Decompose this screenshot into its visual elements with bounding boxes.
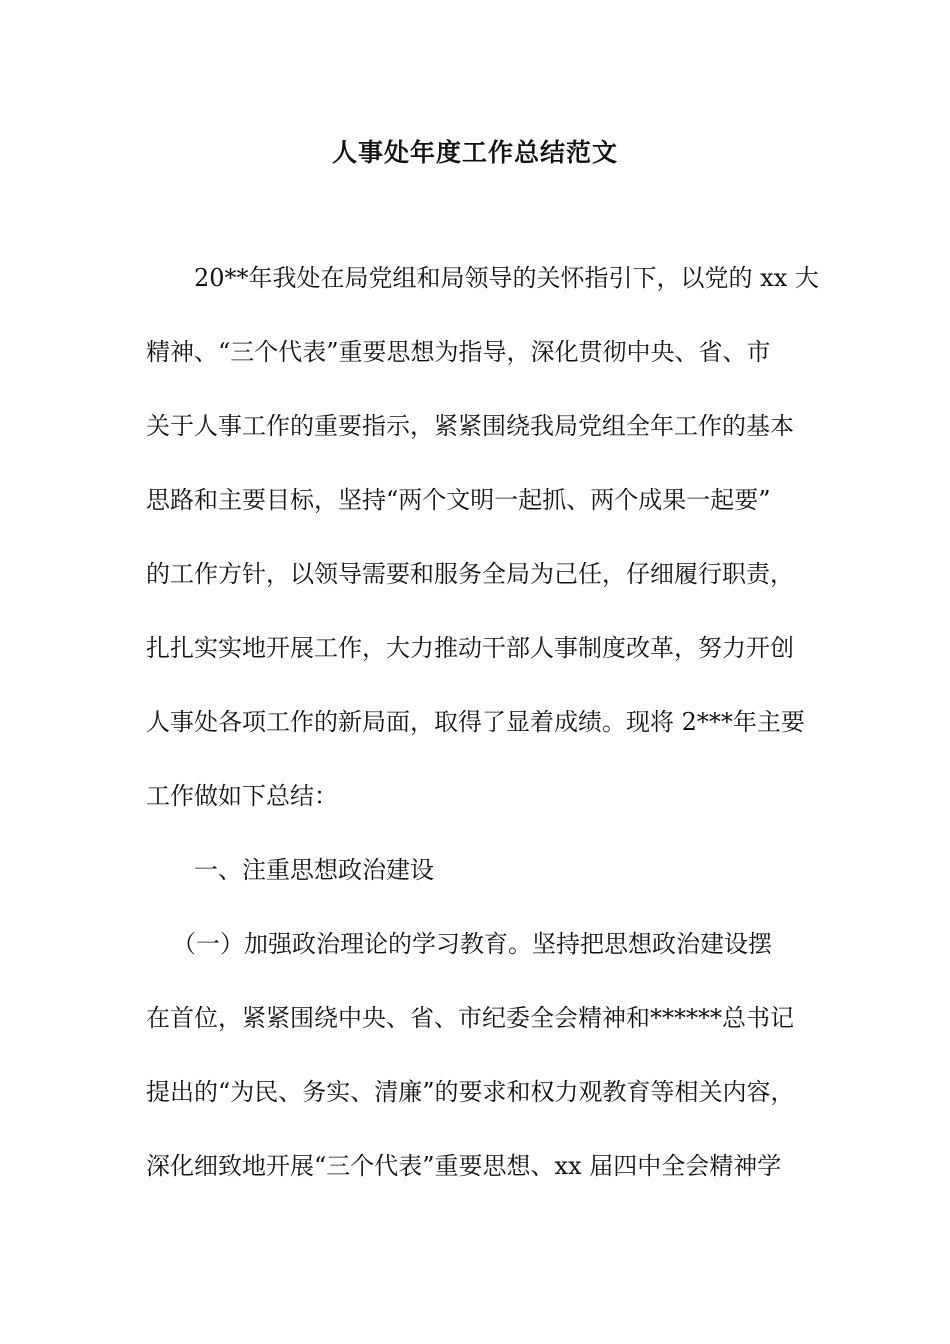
- paragraph-line: 工作做如下总结：: [146, 782, 338, 810]
- paragraph-line: 人事处各项工作的新局面，取得了显着成绩。现将 2***年主要: [146, 708, 805, 736]
- paragraph-line: 关于人事工作的重要指示，紧紧围绕我局党组全年工作的基本: [146, 412, 794, 440]
- paragraph-line: 精神、“三个代表”重要思想为指导，深化贯彻中央、省、市: [146, 338, 771, 366]
- paragraph-line: 20**年我处在局党组和局领导的关怀指引下，以党的 xx 大: [194, 264, 819, 292]
- document-title: 人事处年度工作总结范文: [331, 138, 618, 167]
- paragraph-line: 在首位，紧紧围绕中央、省、市纪委全会精神和******总书记: [146, 1004, 794, 1032]
- paragraph-line: 深化细致地开展“三个代表”重要思想、xx 届四中全会精神学: [146, 1152, 782, 1180]
- paragraph-line: （一）加强政治理论的学习教育。坚持把思想政治建设摆: [172, 930, 772, 958]
- section-heading: 一、注重思想政治建设: [194, 856, 434, 884]
- paragraph-line: 提出的“为民、务实、清廉”的要求和权力观教育等相关内容，: [146, 1078, 795, 1106]
- paragraph-line: 扎扎实实地开展工作，大力推动干部人事制度改革，努力开创: [146, 634, 794, 662]
- paragraph-line: 的工作方针，以领导需要和服务全局为己任，仔细履行职责，: [146, 560, 794, 588]
- paragraph-line: 思路和主要目标，坚持“两个文明一起抓、两个成果一起要”: [146, 486, 771, 514]
